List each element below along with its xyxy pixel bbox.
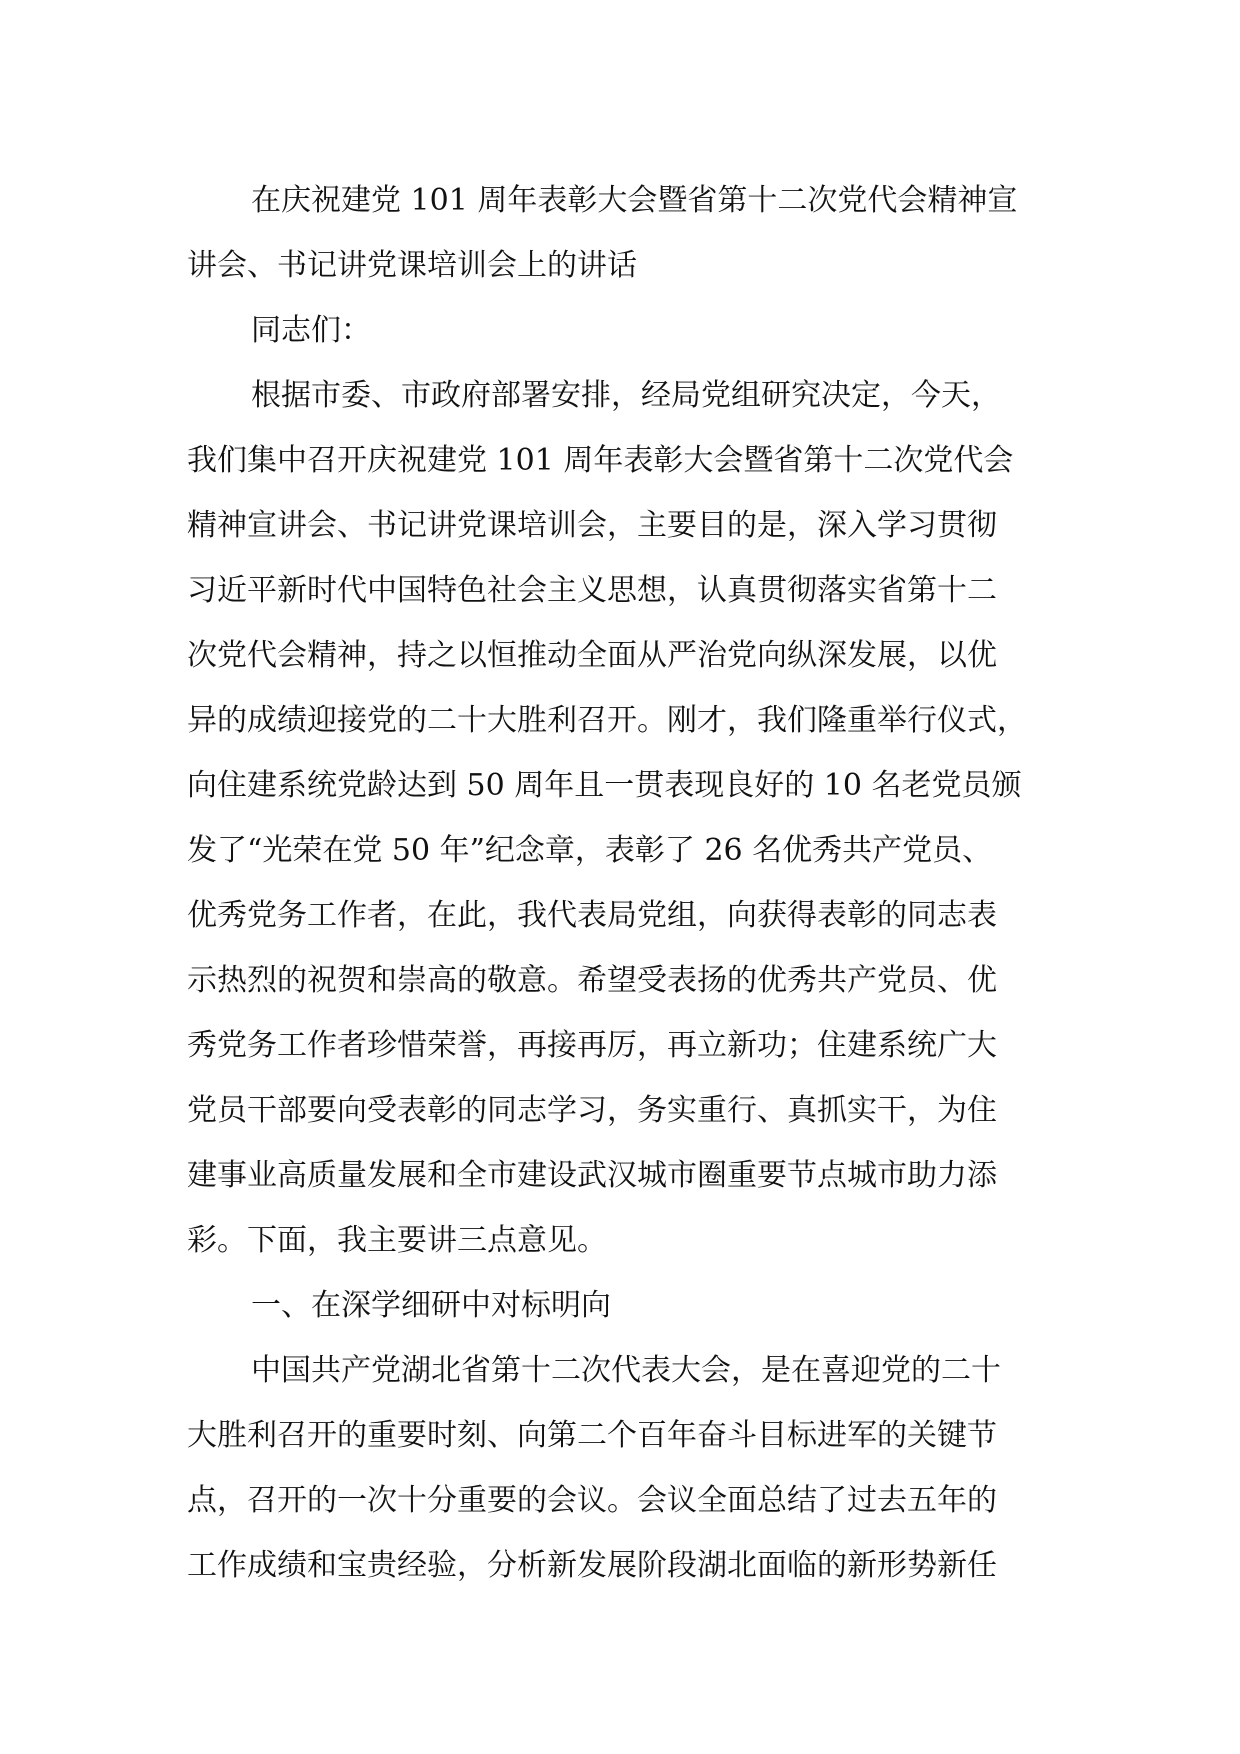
paragraph-line: 我们集中召开庆祝建党 101 周年表彰大会暨省第十二次党代会 bbox=[187, 443, 1014, 478]
paragraph-line: 中国共产党湖北省第十二次代表大会，是在喜迎党的二十 bbox=[251, 1353, 1001, 1388]
salutation: 同志们： bbox=[251, 313, 371, 348]
paragraph-line: 精神宣讲会、书记讲党课培训会，主要目的是，深入学习贯彻 bbox=[187, 508, 997, 543]
title-line: 在庆祝建党 101 周年表彰大会暨省第十二次党代会精神宣 bbox=[251, 183, 1018, 218]
paragraph-line: 向住建系统党龄达到 50 周年且一贯表现良好的 10 名老党员颁 bbox=[187, 768, 1022, 803]
paragraph-line: 工作成绩和宝贵经验，分析新发展阶段湖北面临的新形势新任 bbox=[187, 1548, 997, 1583]
paragraph-line: 根据市委、市政府部署安排，经局党组研究决定，今天， bbox=[251, 378, 1001, 413]
section-heading: 一、在深学细研中对标明向 bbox=[251, 1288, 611, 1323]
paragraph-line: 优秀党务工作者，在此，我代表局党组，向获得表彰的同志表 bbox=[187, 898, 997, 933]
paragraph-line: 彩。下面，我主要讲三点意见。 bbox=[187, 1223, 607, 1258]
paragraph-line: 次党代会精神，持之以恒推动全面从严治党向纵深发展，以优 bbox=[187, 638, 997, 673]
paragraph-line: 发了“光荣在党 50 年”纪念章，表彰了 26 名优秀共产党员、 bbox=[187, 833, 993, 868]
paragraph-line: 点，召开的一次十分重要的会议。会议全面总结了过去五年的 bbox=[187, 1483, 997, 1518]
paragraph-line: 建事业高质量发展和全市建设武汉城市圈重要节点城市助力添 bbox=[187, 1158, 997, 1193]
paragraph-line: 大胜利召开的重要时刻、向第二个百年奋斗目标进军的关键节 bbox=[187, 1418, 997, 1453]
paragraph-line: 异的成绩迎接党的二十大胜利召开。刚才，我们隆重举行仪式， bbox=[187, 703, 1027, 738]
paragraph-line: 党员干部要向受表彰的同志学习，务实重行、真抓实干，为住 bbox=[187, 1093, 997, 1128]
document-body bbox=[187, 168, 1063, 1598]
title-line: 讲会、书记讲党课培训会上的讲话 bbox=[187, 248, 637, 283]
paragraph-line: 习近平新时代中国特色社会主义思想，认真贯彻落实省第十二 bbox=[187, 573, 997, 608]
paragraph-line: 秀党务工作者珍惜荣誉，再接再厉，再立新功；住建系统广大 bbox=[187, 1028, 997, 1063]
paragraph-line: 示热烈的祝贺和崇高的敬意。希望受表扬的优秀共产党员、优 bbox=[187, 963, 997, 998]
